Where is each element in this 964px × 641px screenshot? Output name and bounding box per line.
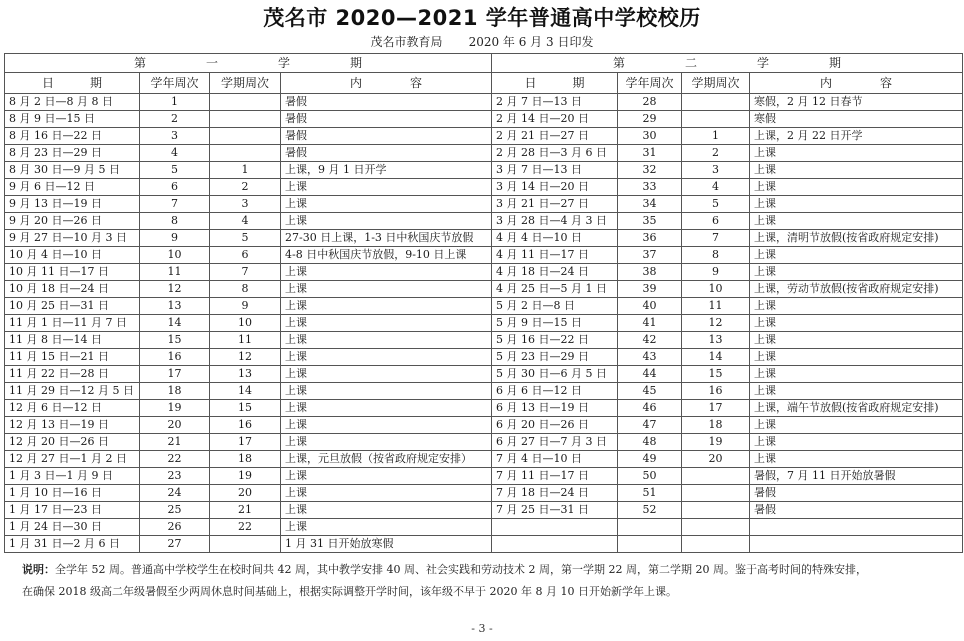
date-cell: 10 月 4 日—10 日 <box>5 247 140 264</box>
term-week-cell: 6 <box>210 247 281 264</box>
year-week-cell: 34 <box>618 196 682 213</box>
table-row <box>5 519 963 536</box>
term-week-cell: 19 <box>682 434 750 451</box>
issue-info <box>0 33 964 50</box>
content-cell: 上课 <box>750 434 963 451</box>
year-week-cell: 2 <box>140 111 210 128</box>
date-cell: 10 月 25 日—31 日 <box>5 298 140 315</box>
table-row <box>5 434 963 451</box>
date-cell: 1 月 17 日—23 日 <box>5 502 140 519</box>
date-cell: 8 月 2 日—8 月 8 日 <box>5 94 140 111</box>
date-cell: 5 月 23 日—29 日 <box>492 349 618 366</box>
term-week-cell: 7 <box>682 230 750 247</box>
table-row <box>5 162 963 179</box>
date-cell: 7 月 4 日—10 日 <box>492 451 618 468</box>
date-cell: 12 月 6 日—12 日 <box>5 400 140 417</box>
table-row <box>5 315 963 332</box>
content-cell: 暑假 <box>281 145 492 162</box>
term-week-cell: 5 <box>682 196 750 213</box>
content-cell: 寒假 <box>750 111 963 128</box>
year-week-cell: 48 <box>618 434 682 451</box>
table-row <box>5 349 963 366</box>
date-cell: 5 月 9 日—15 日 <box>492 315 618 332</box>
year-week-cell: 32 <box>618 162 682 179</box>
year-week-cell: 20 <box>140 417 210 434</box>
term-week-cell: 15 <box>682 366 750 383</box>
date-cell: 6 月 27 日—7 月 3 日 <box>492 434 618 451</box>
content-cell: 上课 <box>750 145 963 162</box>
term-week-cell: 20 <box>682 451 750 468</box>
term-week-cell <box>682 502 750 519</box>
content-cell: 上课，2 月 22 日开学 <box>750 128 963 145</box>
term-week-cell <box>682 519 750 536</box>
content-cell: 上课 <box>750 383 963 400</box>
content-cell <box>750 519 963 536</box>
content-cell: 上课 <box>750 264 963 281</box>
year-week-cell: 4 <box>140 145 210 162</box>
content-cell: 上课 <box>281 281 492 298</box>
note-line-2: 在确保 2018 级高二年级暑假至少两周休息时间基础上，根据实际调整开学时间，该年级不早于 2020 年 8 月 10 日开始新学年上课。 <box>22 585 677 598</box>
year-week-cell: 38 <box>618 264 682 281</box>
col-date: 日 期 <box>5 73 140 94</box>
content-cell: 上课 <box>281 400 492 417</box>
year-week-cell: 22 <box>140 451 210 468</box>
content-cell: 上课 <box>281 417 492 434</box>
content-cell: 上课 <box>281 298 492 315</box>
content-cell: 上课 <box>281 349 492 366</box>
table-row <box>5 128 963 145</box>
term-week-cell: 1 <box>682 128 750 145</box>
year-week-cell: 51 <box>618 485 682 502</box>
term-week-cell: 4 <box>210 213 281 230</box>
term-week-cell <box>682 111 750 128</box>
term-week-cell: 11 <box>210 332 281 349</box>
year-week-cell: 45 <box>618 383 682 400</box>
term-week-cell: 10 <box>682 281 750 298</box>
date-cell: 8 月 9 日—15 日 <box>5 111 140 128</box>
content-cell: 暑假 <box>750 485 963 502</box>
table-row <box>5 417 963 434</box>
content-cell: 暑假 <box>750 502 963 519</box>
year-week-cell: 18 <box>140 383 210 400</box>
date-cell: 11 月 15 日—21 日 <box>5 349 140 366</box>
year-week-cell: 36 <box>618 230 682 247</box>
term-week-cell <box>682 485 750 502</box>
content-cell: 暑假 <box>281 94 492 111</box>
date-cell: 8 月 16 日—22 日 <box>5 128 140 145</box>
term-week-cell: 2 <box>210 179 281 196</box>
term-week-cell: 16 <box>210 417 281 434</box>
table-row <box>5 196 963 213</box>
term-week-cell: 17 <box>210 434 281 451</box>
table-row <box>5 485 963 502</box>
term-week-cell <box>682 536 750 553</box>
col-content: 内 容 <box>750 73 963 94</box>
table-row <box>5 400 963 417</box>
term-week-cell: 17 <box>682 400 750 417</box>
content-cell: 暑假 <box>281 111 492 128</box>
date-cell: 12 月 13 日—19 日 <box>5 417 140 434</box>
date-cell <box>492 519 618 536</box>
year-week-cell: 1 <box>140 94 210 111</box>
term-week-cell <box>210 536 281 553</box>
year-week-cell: 35 <box>618 213 682 230</box>
term-week-cell <box>210 94 281 111</box>
content-cell: 上课，9 月 1 日开学 <box>281 162 492 179</box>
term-week-cell <box>210 128 281 145</box>
table-row <box>5 264 963 281</box>
date-cell: 2 月 7 日—13 日 <box>492 94 618 111</box>
column-header-row <box>5 73 963 94</box>
term-week-cell: 7 <box>210 264 281 281</box>
year-week-cell: 25 <box>140 502 210 519</box>
year-week-cell: 24 <box>140 485 210 502</box>
year-week-cell: 15 <box>140 332 210 349</box>
date-cell: 6 月 20 日—26 日 <box>492 417 618 434</box>
content-cell: 上课，端午节放假(按省政府规定安排) <box>750 400 963 417</box>
col-year-week: 学年周次 <box>140 73 210 94</box>
term-week-cell: 19 <box>210 468 281 485</box>
date-cell: 1 月 31 日—2 月 6 日 <box>5 536 140 553</box>
date-cell: 3 月 14 日—20 日 <box>492 179 618 196</box>
content-cell: 上课 <box>750 162 963 179</box>
content-cell: 上课 <box>281 332 492 349</box>
term-week-cell: 18 <box>682 417 750 434</box>
content-cell: 1 月 31 日开始放寒假 <box>281 536 492 553</box>
content-cell: 上课 <box>281 468 492 485</box>
year-week-cell: 42 <box>618 332 682 349</box>
content-cell: 上课 <box>750 417 963 434</box>
term-week-cell <box>210 145 281 162</box>
semester1-header: 第 一 学 期 <box>5 54 492 73</box>
content-cell: 上课 <box>750 349 963 366</box>
content-cell: 上课 <box>750 451 963 468</box>
content-cell: 上课 <box>281 519 492 536</box>
year-week-cell: 37 <box>618 247 682 264</box>
table-row <box>5 111 963 128</box>
col-year-week: 学年周次 <box>618 73 682 94</box>
page-number: - 3 - <box>471 622 493 635</box>
content-cell: 上课 <box>281 485 492 502</box>
term-week-cell: 8 <box>210 281 281 298</box>
year-week-cell: 16 <box>140 349 210 366</box>
content-cell: 暑假，7 月 11 日开始放暑假 <box>750 468 963 485</box>
term-week-cell: 21 <box>210 502 281 519</box>
year-week-cell: 7 <box>140 196 210 213</box>
year-week-cell: 49 <box>618 451 682 468</box>
table-row <box>5 179 963 196</box>
content-cell: 上课 <box>281 383 492 400</box>
term-week-cell: 18 <box>210 451 281 468</box>
date-cell: 4 月 25 日—5 月 1 日 <box>492 281 618 298</box>
date-cell: 5 月 30 日—6 月 5 日 <box>492 366 618 383</box>
year-week-cell: 9 <box>140 230 210 247</box>
year-week-cell <box>618 536 682 553</box>
content-cell: 上课 <box>750 179 963 196</box>
year-week-cell: 30 <box>618 128 682 145</box>
year-week-cell: 47 <box>618 417 682 434</box>
note-line-1: 说明：全学年 52 周。普通高中学校学生在校时间共 42 周，其中教学安排 40 周、社会实践和劳动技术 2 周，第一学期 22 周，第二学期 20 周。鉴于高考时间的特殊安排， <box>22 563 867 576</box>
content-cell: 上课 <box>750 196 963 213</box>
content-cell: 上课，清明节放假(按省政府规定安排) <box>750 230 963 247</box>
content-cell: 上课 <box>281 502 492 519</box>
content-cell: 上课 <box>750 366 963 383</box>
table-row <box>5 213 963 230</box>
semester2-header: 第 二 学 期 <box>492 54 963 73</box>
term-week-cell: 16 <box>682 383 750 400</box>
issuer: 茂名市教育局 <box>370 35 443 49</box>
term-week-cell: 12 <box>210 349 281 366</box>
content-cell: 寒假，2 月 12 日春节 <box>750 94 963 111</box>
year-week-cell <box>618 519 682 536</box>
issue-date: 2020 年 6 月 3 日印发 <box>468 35 594 49</box>
year-week-cell: 8 <box>140 213 210 230</box>
term-week-cell: 13 <box>210 366 281 383</box>
term-week-cell: 15 <box>210 400 281 417</box>
date-cell: 11 月 22 日—28 日 <box>5 366 140 383</box>
term-week-cell: 20 <box>210 485 281 502</box>
year-week-cell: 26 <box>140 519 210 536</box>
year-week-cell: 29 <box>618 111 682 128</box>
date-cell: 7 月 11 日—17 日 <box>492 468 618 485</box>
table-row <box>5 502 963 519</box>
date-cell <box>492 536 618 553</box>
table-row <box>5 451 963 468</box>
year-week-cell: 13 <box>140 298 210 315</box>
date-cell: 3 月 28 日—4 月 3 日 <box>492 213 618 230</box>
date-cell: 7 月 18 日—24 日 <box>492 485 618 502</box>
year-week-cell: 43 <box>618 349 682 366</box>
date-cell: 8 月 30 日—9 月 5 日 <box>5 162 140 179</box>
year-week-cell: 17 <box>140 366 210 383</box>
date-cell: 7 月 25 日—31 日 <box>492 502 618 519</box>
term-week-cell: 1 <box>210 162 281 179</box>
term-week-cell: 5 <box>210 230 281 247</box>
term-week-cell: 9 <box>210 298 281 315</box>
date-cell: 1 月 24 日—30 日 <box>5 519 140 536</box>
table-row <box>5 230 963 247</box>
year-week-cell: 27 <box>140 536 210 553</box>
term-week-cell: 10 <box>210 315 281 332</box>
note-label: 说明： <box>22 563 55 576</box>
date-cell: 2 月 21 日—27 日 <box>492 128 618 145</box>
col-term-week: 学期周次 <box>210 73 281 94</box>
term-week-cell: 9 <box>682 264 750 281</box>
year-week-cell: 41 <box>618 315 682 332</box>
table-row <box>5 94 963 111</box>
table-row <box>5 332 963 349</box>
term-week-cell: 14 <box>210 383 281 400</box>
col-date: 日 期 <box>492 73 618 94</box>
date-cell: 12 月 20 日—26 日 <box>5 434 140 451</box>
date-cell: 12 月 27 日—1 月 2 日 <box>5 451 140 468</box>
content-cell: 27-30 日上课，1-3 日中秋国庆节放假 <box>281 230 492 247</box>
year-week-cell: 31 <box>618 145 682 162</box>
table-row <box>5 383 963 400</box>
table-row <box>5 298 963 315</box>
term-week-cell: 4 <box>682 179 750 196</box>
content-cell: 上课 <box>281 434 492 451</box>
term-week-cell: 6 <box>682 213 750 230</box>
content-cell: 上课 <box>750 315 963 332</box>
year-week-cell: 11 <box>140 264 210 281</box>
term-week-cell: 3 <box>210 196 281 213</box>
date-cell: 10 月 18 日—24 日 <box>5 281 140 298</box>
date-cell: 6 月 6 日—12 日 <box>492 383 618 400</box>
table-row <box>5 281 963 298</box>
term-week-cell: 8 <box>682 247 750 264</box>
content-cell: 上课 <box>281 213 492 230</box>
content-cell: 上课 <box>281 366 492 383</box>
term-week-cell <box>682 468 750 485</box>
date-cell: 11 月 29 日—12 月 5 日 <box>5 383 140 400</box>
year-week-cell: 44 <box>618 366 682 383</box>
content-cell: 上课 <box>281 264 492 281</box>
content-cell: 上课 <box>750 213 963 230</box>
content-cell: 上课 <box>281 315 492 332</box>
table-row <box>5 536 963 553</box>
content-cell: 暑假 <box>281 128 492 145</box>
content-cell: 上课 <box>750 332 963 349</box>
date-cell: 2 月 28 日—3 月 6 日 <box>492 145 618 162</box>
year-week-cell: 21 <box>140 434 210 451</box>
term-week-cell: 11 <box>682 298 750 315</box>
content-cell: 上课 <box>750 247 963 264</box>
term-week-cell: 13 <box>682 332 750 349</box>
term-week-cell: 22 <box>210 519 281 536</box>
date-cell: 4 月 18 日—24 日 <box>492 264 618 281</box>
content-cell: 4-8 日中秋国庆节放假，9-10 日上课 <box>281 247 492 264</box>
table-row <box>5 468 963 485</box>
year-week-cell: 39 <box>618 281 682 298</box>
year-week-cell: 3 <box>140 128 210 145</box>
date-cell: 11 月 8 日—14 日 <box>5 332 140 349</box>
date-cell: 8 月 23 日—29 日 <box>5 145 140 162</box>
table-row <box>5 247 963 264</box>
term-week-cell <box>682 94 750 111</box>
col-content: 内 容 <box>281 73 492 94</box>
col-term-week: 学期周次 <box>682 73 750 94</box>
content-cell <box>750 536 963 553</box>
year-week-cell: 14 <box>140 315 210 332</box>
content-cell: 上课，元旦放假（按省政府规定安排） <box>281 451 492 468</box>
year-week-cell: 10 <box>140 247 210 264</box>
school-calendar-table <box>4 53 963 553</box>
term-week-cell: 12 <box>682 315 750 332</box>
year-week-cell: 6 <box>140 179 210 196</box>
page-title: 茂名市 2020—2021 学年普通高中学校校历 <box>263 6 701 30</box>
term-week-cell: 3 <box>682 162 750 179</box>
year-week-cell: 52 <box>618 502 682 519</box>
date-cell: 9 月 27 日—10 月 3 日 <box>5 230 140 247</box>
date-cell: 10 月 11 日—17 日 <box>5 264 140 281</box>
date-cell: 3 月 7 日—13 日 <box>492 162 618 179</box>
year-week-cell: 5 <box>140 162 210 179</box>
date-cell: 9 月 13 日—19 日 <box>5 196 140 213</box>
content-cell: 上课 <box>750 298 963 315</box>
date-cell: 6 月 13 日—19 日 <box>492 400 618 417</box>
date-cell: 5 月 16 日—22 日 <box>492 332 618 349</box>
date-cell: 5 月 2 日—8 日 <box>492 298 618 315</box>
date-cell: 2 月 14 日—20 日 <box>492 111 618 128</box>
table-row <box>5 145 963 162</box>
content-cell: 上课 <box>281 179 492 196</box>
date-cell: 11 月 1 日—11 月 7 日 <box>5 315 140 332</box>
year-week-cell: 50 <box>618 468 682 485</box>
term-week-cell: 2 <box>682 145 750 162</box>
term-week-cell: 14 <box>682 349 750 366</box>
content-cell: 上课 <box>281 196 492 213</box>
date-cell: 4 月 4 日—10 日 <box>492 230 618 247</box>
date-cell: 9 月 6 日—12 日 <box>5 179 140 196</box>
notes <box>22 559 952 603</box>
year-week-cell: 28 <box>618 94 682 111</box>
year-week-cell: 23 <box>140 468 210 485</box>
date-cell: 4 月 11 日—17 日 <box>492 247 618 264</box>
table-row <box>5 366 963 383</box>
year-week-cell: 40 <box>618 298 682 315</box>
year-week-cell: 19 <box>140 400 210 417</box>
date-cell: 1 月 3 日—1 月 9 日 <box>5 468 140 485</box>
date-cell: 3 月 21 日—27 日 <box>492 196 618 213</box>
year-week-cell: 33 <box>618 179 682 196</box>
date-cell: 1 月 10 日—16 日 <box>5 485 140 502</box>
term-week-cell <box>210 111 281 128</box>
semester-header-row <box>5 54 963 73</box>
content-cell: 上课，劳动节放假(按省政府规定安排) <box>750 281 963 298</box>
year-week-cell: 12 <box>140 281 210 298</box>
year-week-cell: 46 <box>618 400 682 417</box>
date-cell: 9 月 20 日—26 日 <box>5 213 140 230</box>
